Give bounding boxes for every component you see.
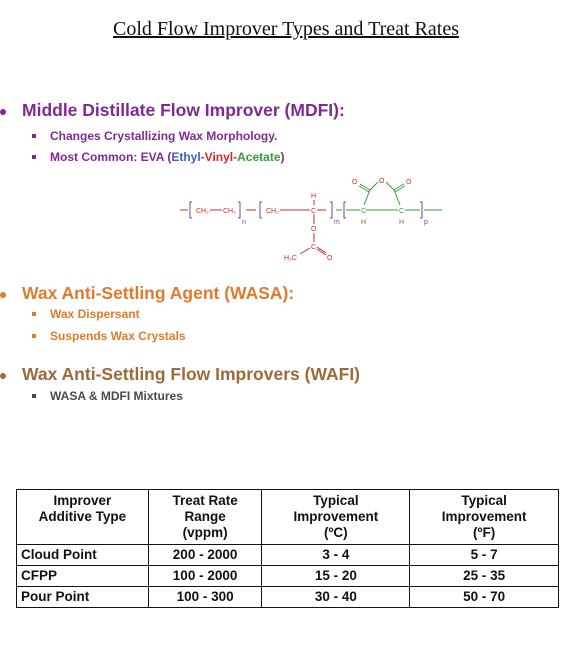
wasa-item-2-text: Suspends Wax Crystals	[50, 329, 186, 343]
header-line: (ºF)	[473, 525, 496, 540]
bracket-open	[190, 202, 192, 218]
bullet-icon	[32, 394, 36, 398]
wafi-heading	[22, 364, 360, 385]
table-row	[17, 566, 559, 587]
table-cell: 50 - 70	[410, 587, 559, 608]
eva-suffix: )	[280, 150, 285, 164]
table-cell: 25 - 35	[410, 566, 559, 587]
wafi-heading-text: Wax Anti-Settling Flow Improvers (WAFI)	[22, 364, 361, 384]
bond-line	[386, 182, 394, 190]
chem-label: H	[399, 219, 405, 226]
chem-label: O	[327, 255, 333, 262]
header-improvement-c	[262, 490, 410, 545]
header-line: (ºC)	[324, 525, 348, 540]
chem-subscript: m	[334, 219, 340, 226]
header-line: Treat Rate	[172, 493, 238, 508]
header-line: Improvement	[441, 509, 527, 524]
mdfi-heading	[22, 100, 345, 121]
mdfi-item-1-text: Changes Crystallizing Wax Morphology.	[50, 129, 278, 143]
bracket-open	[260, 202, 262, 218]
header-line: Improvement	[293, 509, 379, 524]
chem-label: H₃C	[284, 255, 297, 262]
section-bullet	[0, 292, 6, 298]
bond-line	[364, 190, 370, 205]
chem-label: H	[311, 193, 317, 200]
chem-label: CH₂	[223, 208, 236, 215]
bullet-icon	[32, 134, 36, 138]
bullet-icon	[32, 334, 36, 338]
chem-label: CH₂	[196, 208, 209, 215]
wasa-heading-text: Wax Anti-Settling Agent (WASA):	[22, 283, 295, 303]
section-bullet	[0, 373, 6, 379]
table-cell: 100 - 300	[148, 587, 262, 608]
header-line: Range	[184, 509, 226, 524]
wasa-item-2	[32, 329, 186, 343]
table-cell: Pour Point	[17, 587, 149, 608]
header-line: Typical	[461, 493, 507, 508]
mdfi-item-1	[32, 129, 277, 143]
wasa-heading	[22, 283, 294, 304]
wafi-item-1-text: WASA & MDFI Mixtures	[50, 389, 183, 403]
bracket-open	[344, 202, 346, 218]
wafi-item-1	[32, 389, 183, 403]
mdfi-item-2	[32, 150, 285, 164]
table-row	[17, 587, 559, 608]
chem-label: C	[311, 244, 317, 251]
chem-label: H	[361, 219, 367, 226]
table-cell: 100 - 2000	[148, 566, 262, 587]
eva-structure-diagram	[180, 172, 450, 264]
bond-line	[394, 190, 400, 205]
chem-label: C	[311, 208, 317, 215]
chem-label: C	[361, 208, 367, 215]
header-line: Improver	[53, 493, 112, 508]
eva-ethyl: Ethyl	[171, 150, 201, 164]
wasa-item-1	[32, 307, 140, 321]
eva-sep: -	[233, 150, 238, 164]
bracket-close	[330, 202, 332, 218]
wasa-item-1-text: Wax Dispersant	[50, 307, 140, 321]
table-cell: 30 - 40	[262, 587, 410, 608]
eva-acetate: Acetate	[237, 150, 281, 164]
chem-label: CH₂	[266, 208, 279, 215]
header-line: Typical	[313, 493, 359, 508]
header-improver-type	[17, 490, 149, 545]
header-line: (vppm)	[182, 525, 228, 540]
table-cell: 5 - 7	[410, 545, 559, 566]
bullet-icon	[32, 312, 36, 316]
chem-label: O	[352, 179, 358, 186]
treat-rate-table	[16, 489, 559, 608]
table-cell: Cloud Point	[17, 545, 149, 566]
bond-line	[370, 182, 378, 190]
table-cell: 15 - 20	[262, 566, 410, 587]
mdfi-heading-text: Middle Distillate Flow Improver (MDFI):	[22, 100, 345, 120]
bond-line	[300, 248, 310, 254]
table-cell: 200 - 2000	[148, 545, 262, 566]
page-title: Cold Flow Improver Types and Treat Rates	[113, 18, 459, 40]
chem-subscript: p	[424, 219, 428, 226]
chem-label: O	[406, 179, 412, 186]
table-cell: CFPP	[17, 566, 149, 587]
header-line: Additive Type	[38, 509, 127, 524]
section-bullet	[0, 109, 6, 115]
bracket-close	[238, 202, 240, 218]
chem-label: O	[379, 178, 385, 185]
header-improvement-f	[410, 490, 559, 545]
table-header-row	[17, 490, 559, 545]
eva-vinyl: Vinyl	[204, 150, 234, 164]
chem-subscript: n	[242, 219, 246, 226]
bullet-icon	[32, 155, 36, 159]
eva-prefix: Most Common: EVA (	[50, 150, 172, 164]
table-row	[17, 545, 559, 566]
eva-sep: -	[200, 150, 205, 164]
chem-label: C	[399, 208, 405, 215]
bracket-close	[420, 202, 422, 218]
header-treat-rate	[148, 490, 262, 545]
table-cell: 3 - 4	[262, 545, 410, 566]
chem-label: O	[311, 226, 317, 233]
